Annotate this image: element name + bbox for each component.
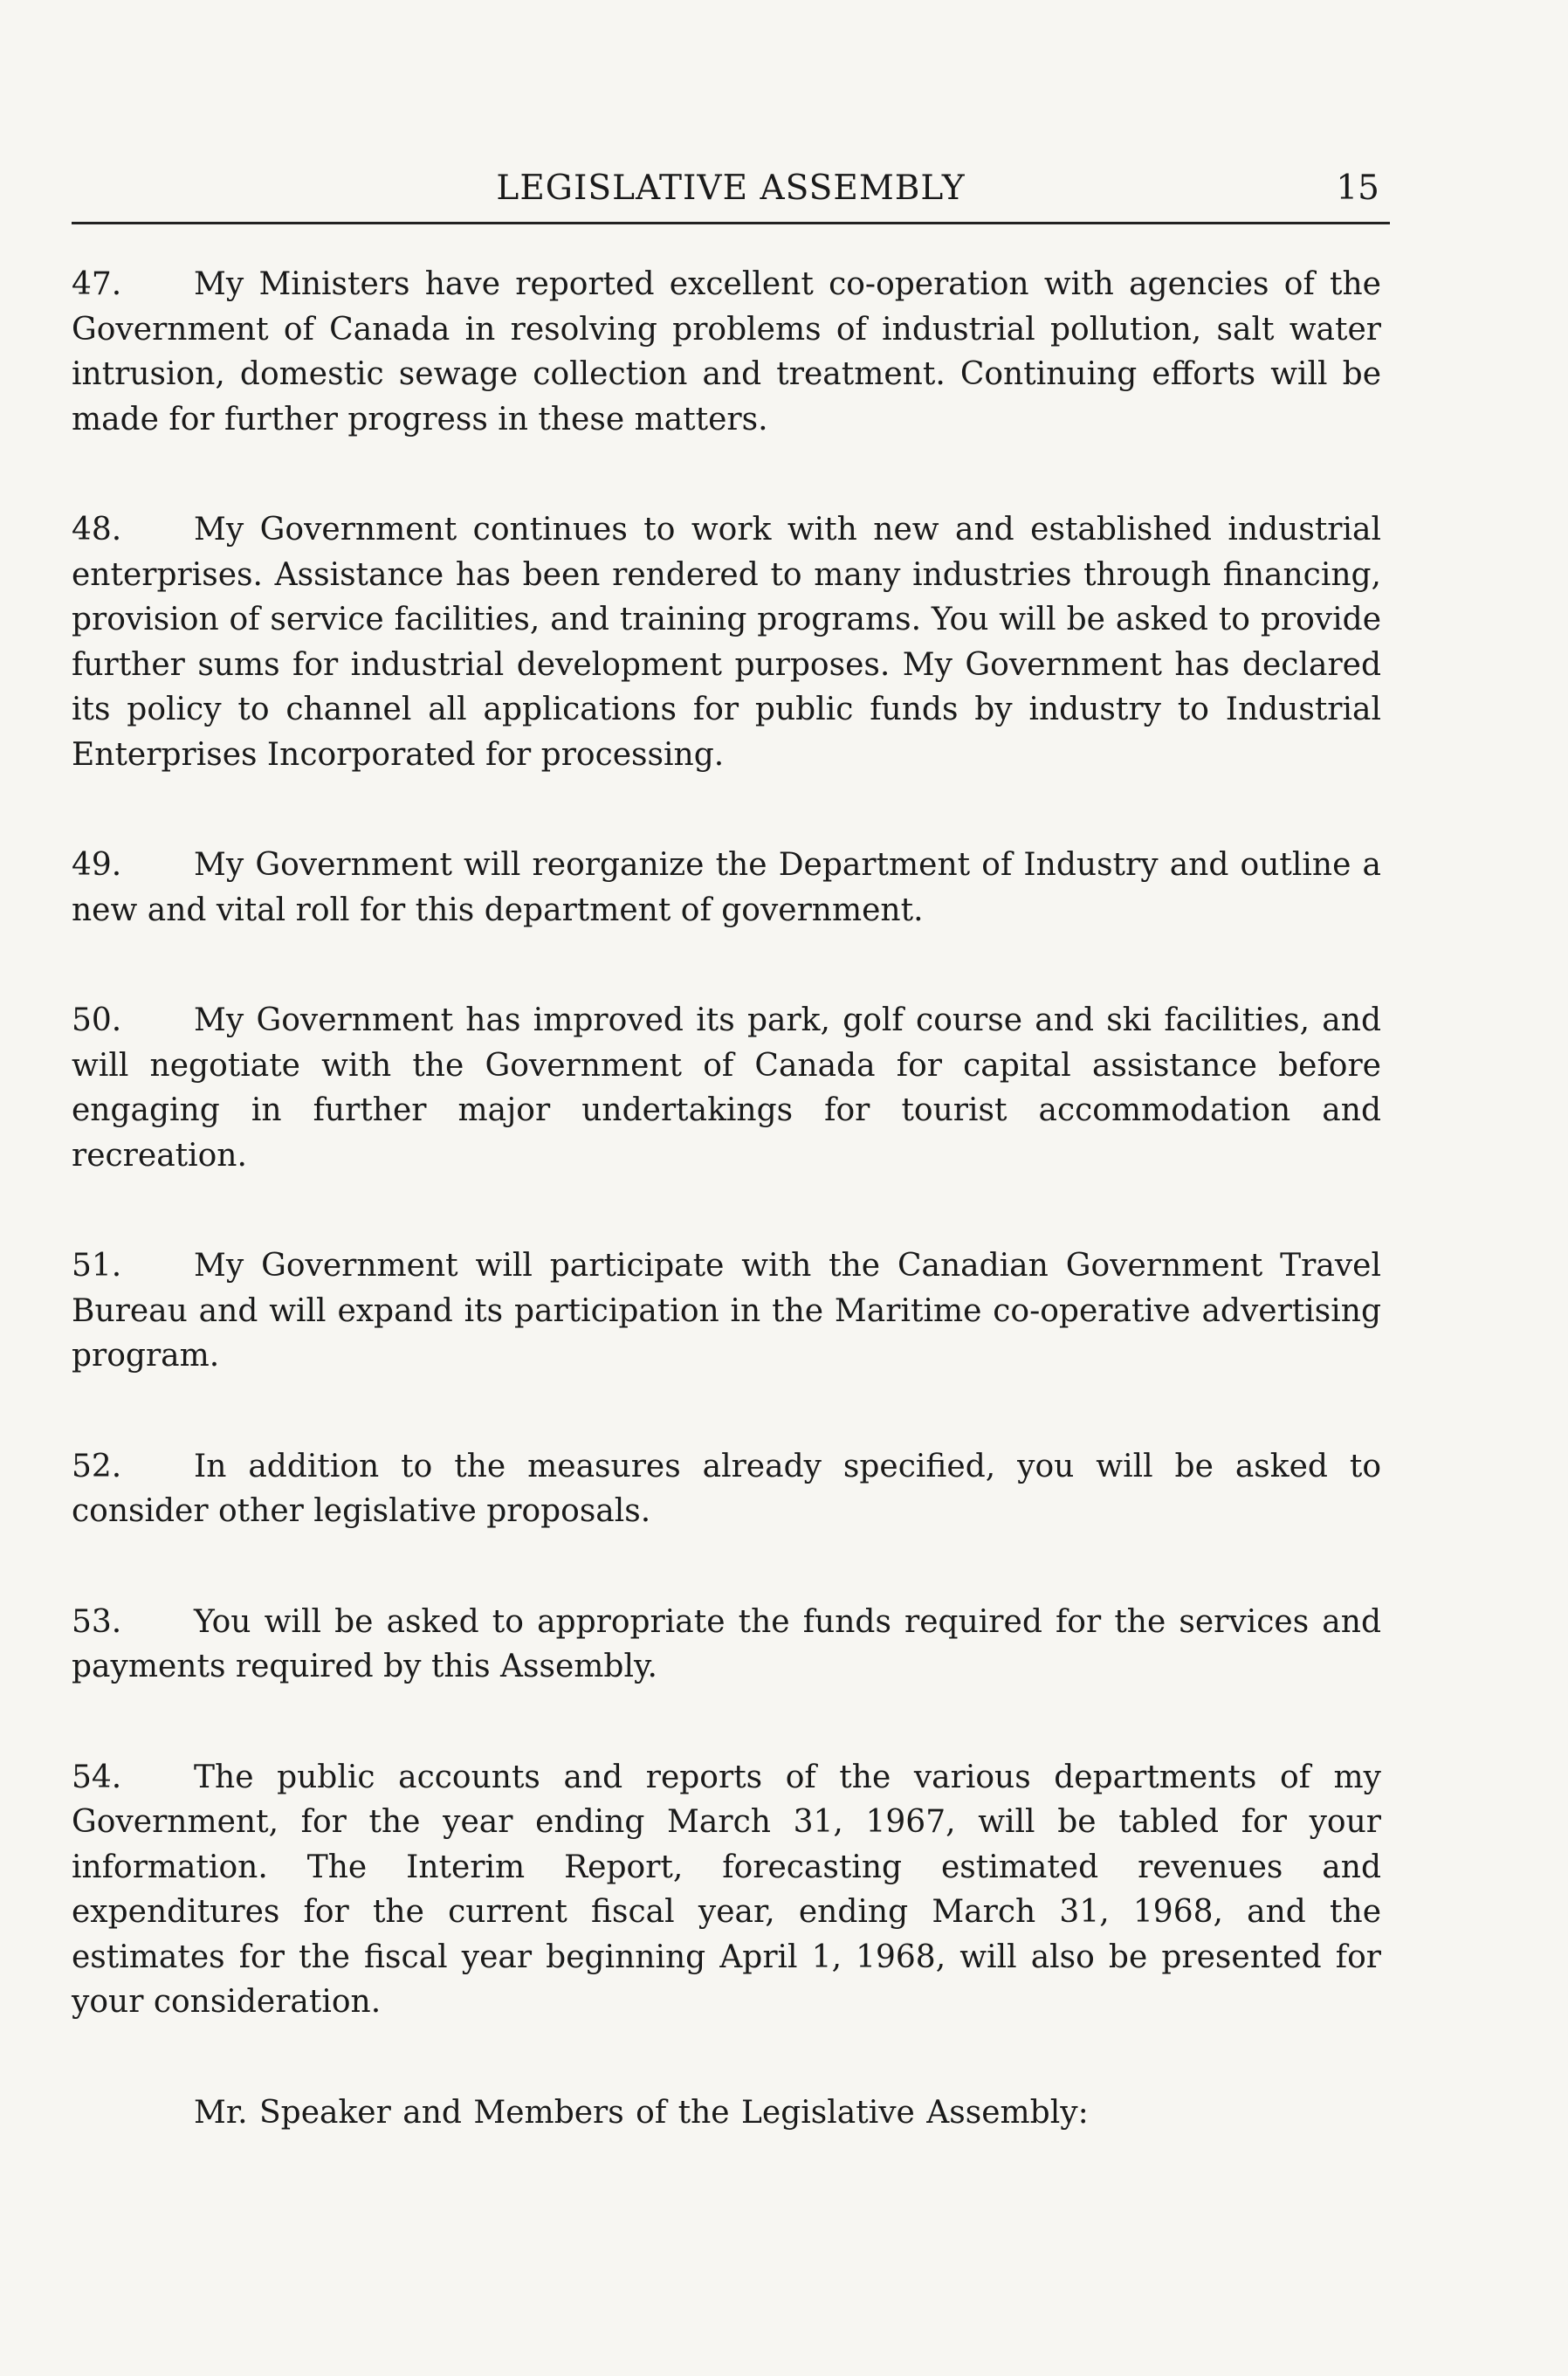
paragraph-text: The public accounts and reports of the various departments of my Government, for the year ending March 31, 1967, will be tabled for your information. The Interim Report, forecasting estimated revenues and expenditures for the current fiscal year, ending March 31, 1968, and the estimates for the fiscal year beginning April 1, 1968, will also be presented for your consideration. xyxy=(72,1759,1381,2020)
paragraph-number: 48. xyxy=(72,512,122,548)
paragraph-53 xyxy=(72,1600,1381,1690)
paragraph-text: My Government has improved its park, golf course and ski facilities, and will negotiate with the Government of Canada for capital assistance before engaging in further major undertakings for tourist accommodation and recreation. xyxy=(72,1002,1381,1174)
paragraph-52 xyxy=(72,1444,1381,1534)
paragraph-51 xyxy=(72,1243,1381,1379)
header-rule xyxy=(72,222,1390,224)
paragraph-number: 54. xyxy=(72,1759,122,1795)
paragraph-49 xyxy=(72,843,1381,933)
document-body xyxy=(72,262,1381,2135)
paragraph-54 xyxy=(72,1755,1381,2025)
paragraph-text: My Ministers have reported excellent co-operation with agencies of the Government of Canada in resolving problems of industrial pollution, salt water intrusion, domestic sewage collection and treatment. Continuing efforts will be made for further progress in these matters. xyxy=(72,266,1381,437)
running-head-title: LEGISLATIVE ASSEMBLY xyxy=(496,169,966,208)
paragraph-number: 50. xyxy=(72,1002,122,1038)
page-header xyxy=(72,168,1390,224)
paragraph-text: You will be asked to appropriate the funds required for the services and payments required by this Assembly. xyxy=(72,1603,1381,1684)
paragraph-50 xyxy=(72,998,1381,1178)
paragraph-47 xyxy=(72,262,1381,442)
paragraph-number: 49. xyxy=(72,847,122,883)
paragraph-text: In addition to the measures already specified, you will be asked to consider other legislative proposals. xyxy=(72,1448,1381,1529)
paragraph-number: 53. xyxy=(72,1603,122,1640)
paragraph-number: 51. xyxy=(72,1248,122,1284)
paragraph-number: 52. xyxy=(72,1448,122,1484)
paragraph-48 xyxy=(72,507,1381,777)
paragraph-number: 47. xyxy=(72,266,122,302)
paragraph-text: My Government continues to work with new and established industrial enterprises. Assistance has been rendered to many industries through financing, provision of service facilities, and training programs. You will be asked to provide further sums for industrial development purposes. My Government has declared its policy to channel all applications for public funds by industry to Industrial Enterprises Incorporated for processing. xyxy=(72,512,1381,773)
page-number: 15 xyxy=(1336,169,1379,208)
paragraph-text: My Government will reorganize the Department of Industry and outline a new and vital roll for this department of government. xyxy=(72,847,1381,928)
closing-salutation: Mr. Speaker and Members of the Legislative Assembly: xyxy=(194,2094,1089,2131)
paragraph-text: My Government will participate with the Canadian Government Travel Bureau and will expand its participation in the Maritime co-operative advertising program. xyxy=(72,1248,1381,1374)
